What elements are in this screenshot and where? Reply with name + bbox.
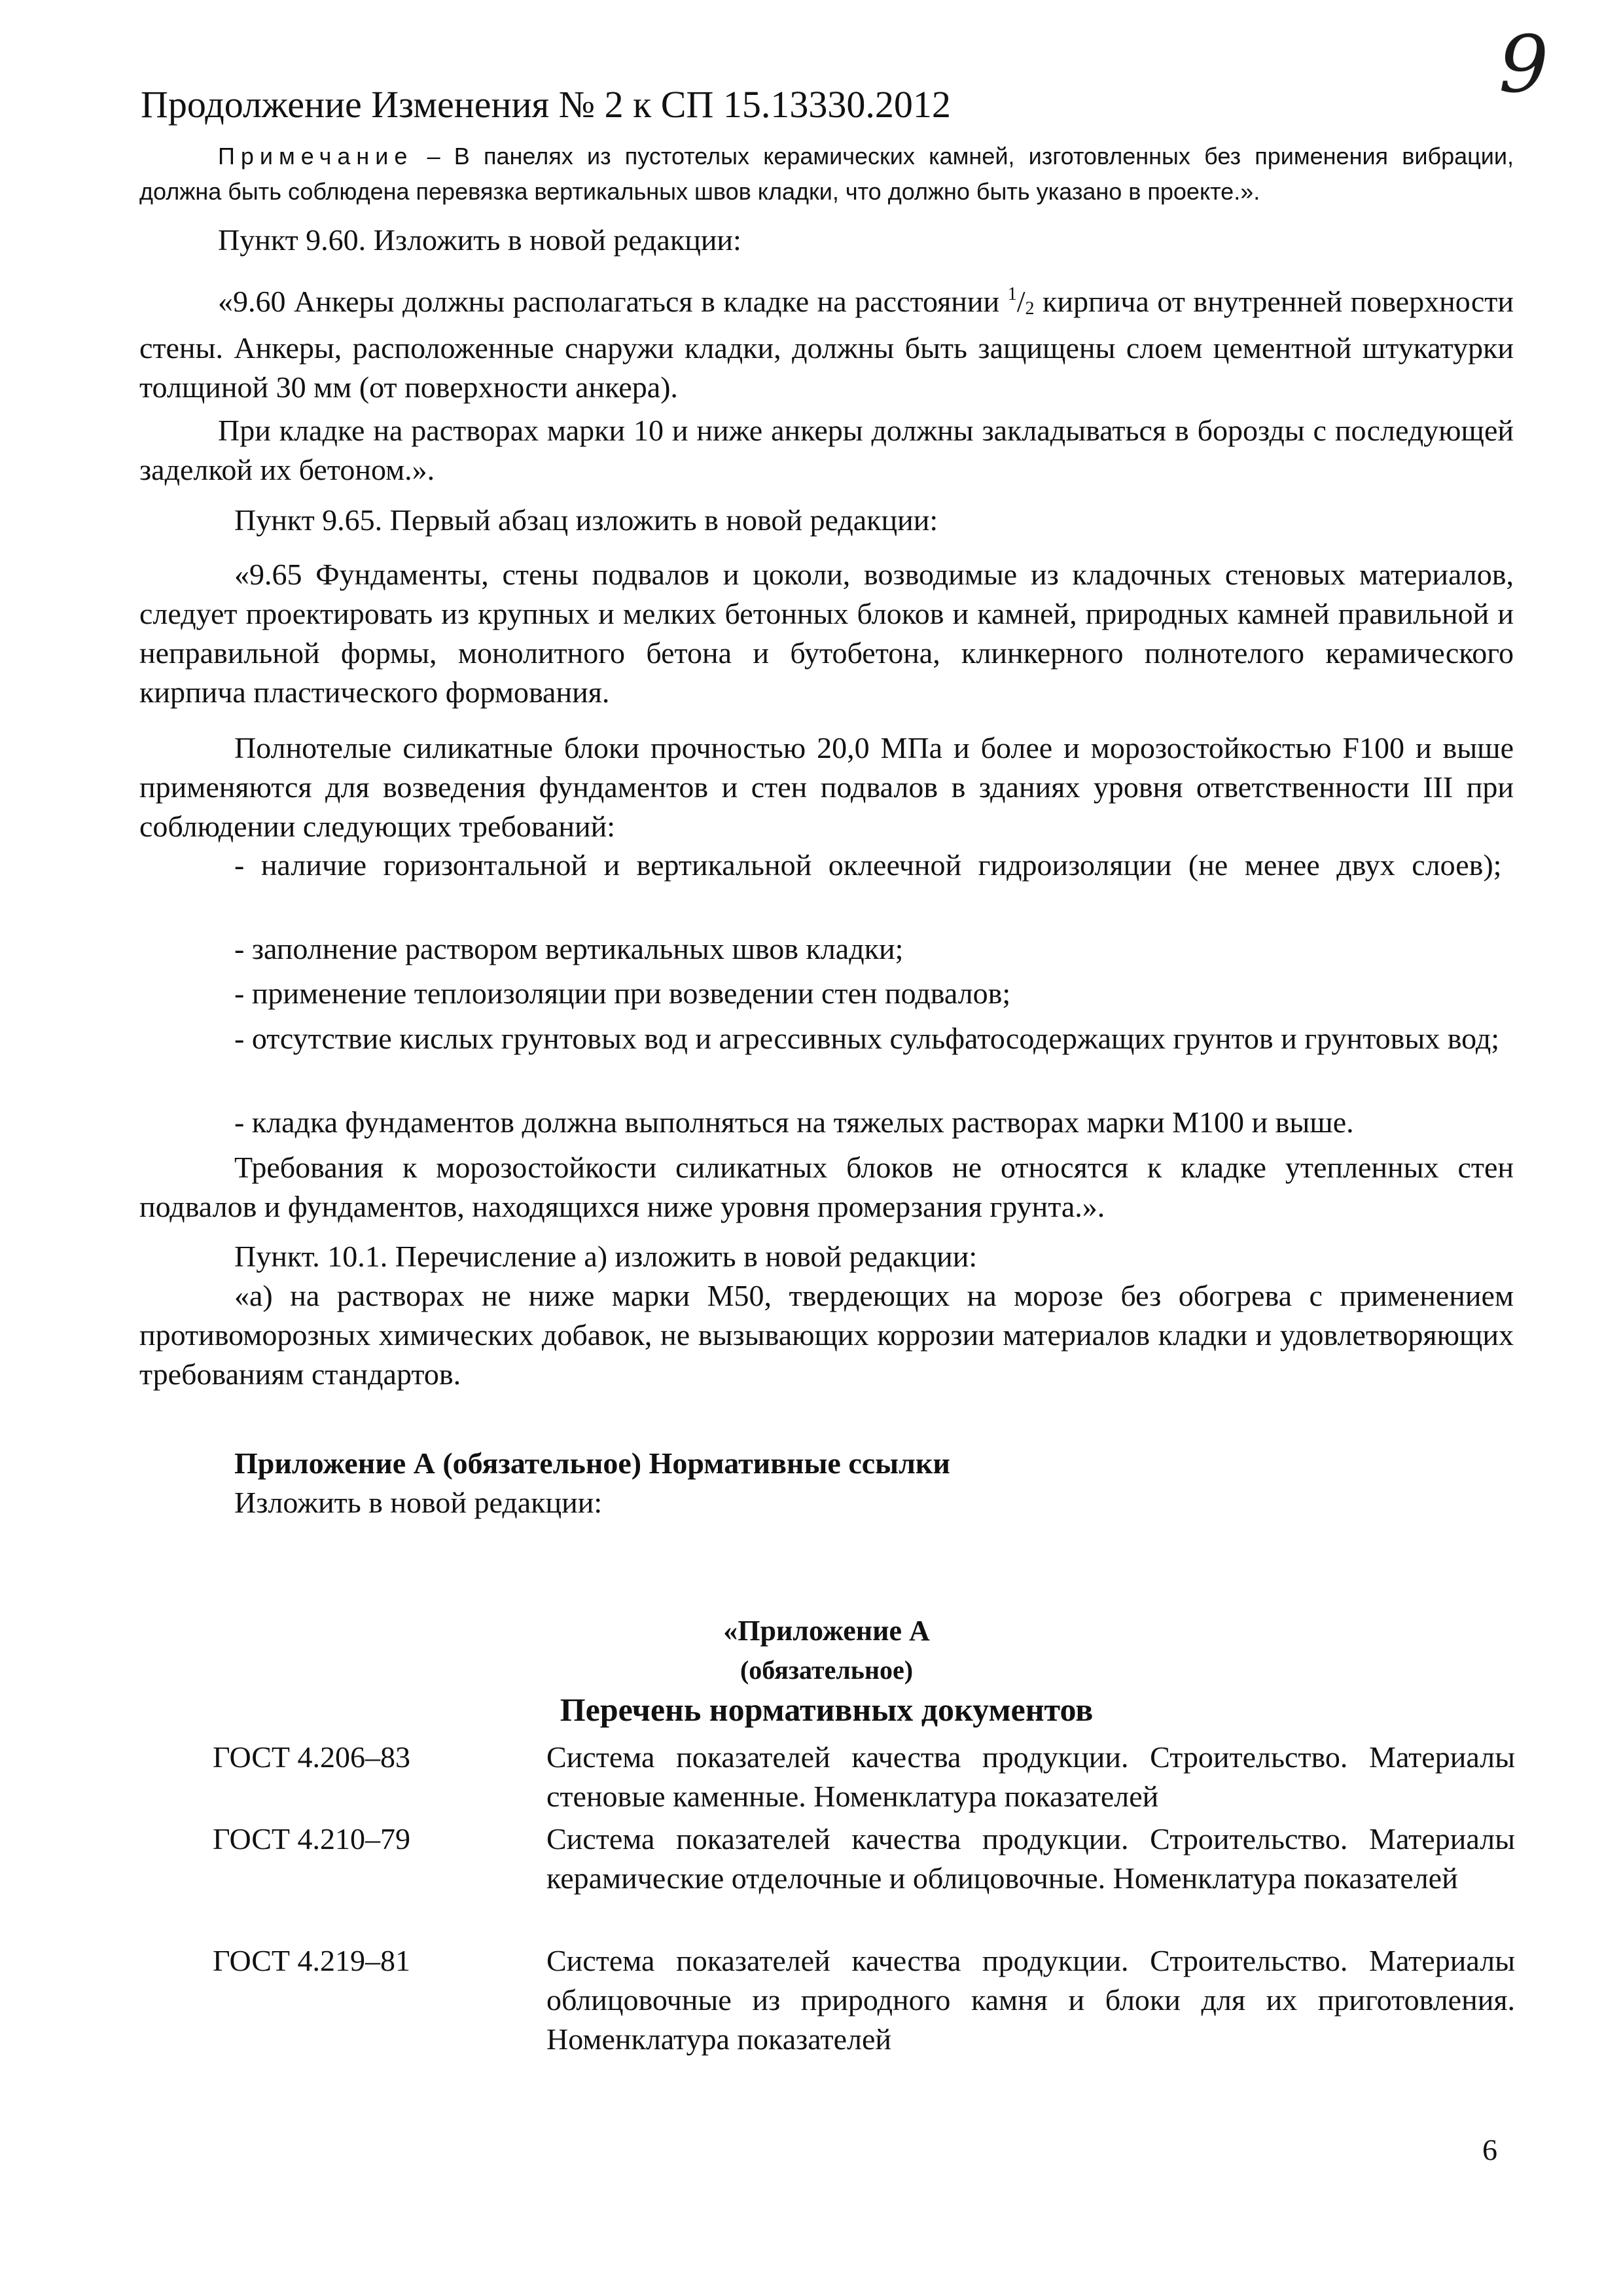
reference-code: ГОСТ 4.210–79: [213, 1822, 411, 1856]
appendix-change-title: Приложение А (обязательное) Нормативные ссылки: [234, 1446, 950, 1480]
appendix-status: (обязательное): [740, 1655, 914, 1685]
clause-9-65-heading: Пункт 9.65. Первый абзац изложить в новой редакции:: [234, 503, 938, 537]
reference-description: Система показателей качества продукции. Строительство. Материалы стеновые каменные. Номенклатура показателей: [546, 1740, 1515, 1813]
clause-9-65-silicate-text: Полнотелые силикатные блоки прочностью 20,0 МПа и более и морозостойкостью F100 и выше применяются для возведения фундаментов и стен подвалов в зданиях уровня ответственности III при соблюдении следующих требований:: [139, 731, 1514, 843]
requirement-5: - кладка фундаментов должна выполняться на тяжелых растворах марки М100 и выше.: [234, 1105, 1354, 1139]
reference-code: ГОСТ 4.206–83: [213, 1740, 411, 1774]
clause-9-60-heading: Пункт 9.60. Изложить в новой редакции:: [218, 223, 741, 257]
requirement-1: - наличие горизонтальной и вертикальной оклеечной гидроизоляции (не менее двух слоев);: [234, 848, 1502, 882]
clause-9-60-text-end: кирпича от внутренней поверхности стены. Анкеры, расположенные снаружи кладки, должны быть защищены слоем цементной штукатурки толщиной 30 мм (от поверхности анкера).: [139, 285, 1514, 404]
clause-9-60-anchors-text: При кладке на растворах марки 10 и ниже анкеры должны закладываться в борозды с последующей заделкой их бетоном.».: [139, 414, 1514, 486]
clause-9-60-text-start: «9.60 Анкеры должны располагаться в кладке на расстоянии: [218, 285, 1008, 318]
fraction-denominator: 2: [1025, 298, 1035, 319]
note: [139, 139, 1514, 209]
requirement-3: - применение теплоизоляции при возведении стен подвалов;: [234, 977, 1011, 1010]
note-text: – В панелях из пустотелых керамических камней, изготовленных без применения вибрации, должна быть соблюдена перевязка вертикальных швов кладки, что должно быть указано в проекте.».: [139, 143, 1514, 205]
requirement-2: - заполнение раствором вертикальных швов кладки;: [234, 932, 904, 965]
page-header: Продолжение Изменения № 2 к СП 15.13330.2012: [141, 83, 951, 126]
reference-description: Система показателей качества продукции. Строительство. Материалы облицовочные из природного камня и блоки для их приготовления. Номенклатура показателей: [546, 1944, 1515, 2056]
appendix-heading: Перечень нормативных документов: [560, 1691, 1094, 1728]
handwritten-page-mark: 9: [1499, 20, 1549, 111]
fraction-numerator: 1: [1007, 284, 1017, 304]
page-number: 6: [1482, 2133, 1497, 2166]
appendix-change-instruction: Изложить в новой редакции:: [234, 1486, 603, 1519]
frost-resistance-text: Требования к морозостойкости силикатных блоков не относятся к кладке утепленных стен подвалов и фундаментов, находящихся ниже уровня промерзания грунта.».: [139, 1151, 1514, 1223]
clause-10-1-heading: Пункт. 10.1. Перечисление а) изложить в новой редакции:: [234, 1240, 978, 1273]
note-label: Примечание: [218, 143, 414, 170]
clause-9-65-text: «9.65 Фундаменты, стены подвалов и цоколи, возводимые из кладочных стеновых материалов, следует проектировать из крупных и мелких бетонных блоков и камней, природных камней правильной и неправильной формы, монолитного бетона и бутобетона, клинкерного полнотелого керамического кирпича пластического формования.: [139, 558, 1514, 709]
reference-description: Система показателей качества продукции. Строительство. Материалы керамические отделочные и облицовочные. Номенклатура показателей: [546, 1822, 1515, 1895]
reference-code: ГОСТ 4.219–81: [213, 1944, 411, 1977]
clause-9-60-text: «9.60 Анкеры должны располагаться в кладке на расстоянии $^1/_2$ кирпича от внутренней поверхности стены. Анкеры, расположенные снаружи кладки, должны быть защищены слоем цементной штукатурки толщиной 30 мм (от поверхности анкера).: [139, 284, 1514, 404]
requirement-4: - отсутствие кислых грунтовых вод и агрессивных сульфатосодержащих грунтов и грунтовых вод;: [234, 1022, 1500, 1055]
clause-10-1-text: «а) на растворах не ниже марки М50, твердеющих на морозе без обогрева с применением противоморозных химических добавок, не вызывающих коррозии материалов кладки и удовлетворяющих требованиям стандартов.: [139, 1279, 1514, 1391]
appendix-title: «Приложение А: [723, 1615, 930, 1647]
